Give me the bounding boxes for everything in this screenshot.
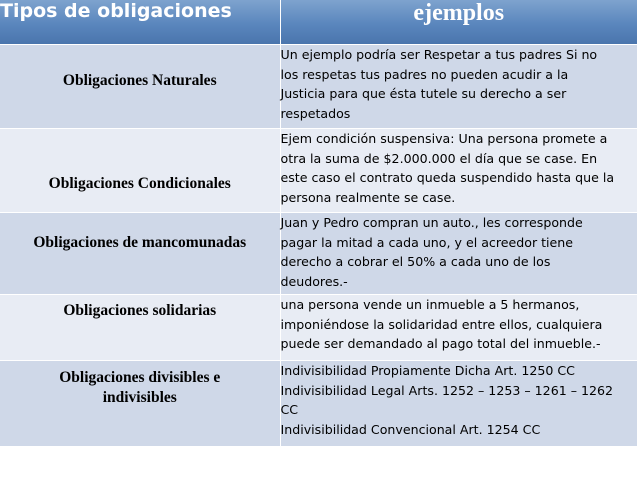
example-line: respetados (280, 105, 351, 121)
example-line: deudores.- (280, 273, 348, 289)
type-label: Obligaciones Naturales (62, 72, 217, 89)
example-line: persona realmente se case. (280, 189, 456, 205)
table-row (0, 361, 638, 447)
example-line: CC (280, 402, 299, 417)
example-cell (280, 45, 638, 129)
example-line: Un ejemplo podría ser Respetar a tus padres Si no (280, 47, 598, 62)
example-cell (280, 361, 638, 447)
example-line: Ejem condición suspensiva: Una persona promete a (280, 131, 608, 146)
header-tipos: Tipos de obligaciones (0, 0, 280, 45)
header-ejemplos: ejemplos (280, 0, 638, 45)
type-cell (0, 45, 280, 129)
example-line: pagar la mitad a cada uno, y el acreedor tiene (280, 234, 574, 250)
example-line: Indivisibilidad Convencional Art. 1254 CC (280, 421, 541, 437)
header-row (0, 0, 638, 45)
type-cell (0, 213, 280, 295)
table-row (0, 129, 638, 213)
example-line: Indivisibilidad Propiamente Dicha Art. 1250 CC (280, 363, 575, 378)
example-cell (280, 295, 638, 361)
example-line: otra la suma de $2.000.000 el día que se case. En (280, 150, 598, 166)
type-label: Obligaciones de mancomunadas (33, 234, 247, 251)
table-row (0, 45, 638, 129)
type-label-line: indivisibles (102, 389, 177, 406)
type-label-line: Obligaciones divisibles e (59, 369, 221, 386)
example-line: Indivisibilidad Legal Arts. 1252 – 1253 – 1261 – 1262 (280, 382, 614, 398)
example-cell (280, 129, 638, 213)
example-line: imponiéndose la solidaridad entre ellos, cualquiera (280, 316, 603, 332)
type-cell (0, 295, 280, 361)
example-cell (280, 213, 638, 295)
example-line: puede ser demandado al pago total del inmueble.- (280, 336, 601, 351)
table-row (0, 213, 638, 295)
example-line: una persona vende un inmueble a 5 hermanos, (280, 297, 580, 312)
type-label: Obligaciones solidarias (63, 302, 217, 319)
type-label: Obligaciones Condicionales (48, 175, 231, 192)
example-line: los respetas tus padres no pueden acudir a la (280, 66, 569, 82)
table-row (0, 295, 638, 361)
type-cell (0, 361, 280, 447)
example-line: derecho a cobrar el 50% a cada uno de los (280, 254, 551, 269)
example-line: Justicia para que ésta tutele su derecho a ser (280, 86, 567, 101)
type-cell (0, 129, 280, 213)
example-line: este caso el contrato queda suspendido hasta que la (280, 170, 615, 185)
example-line: Juan y Pedro compran un auto., les corresponde (280, 215, 583, 230)
